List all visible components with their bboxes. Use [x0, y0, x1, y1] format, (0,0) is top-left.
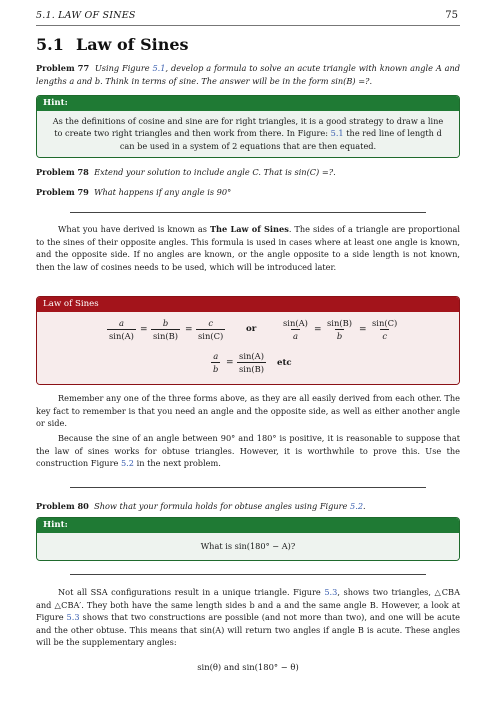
fraction-sinB-over-b — [325, 318, 354, 341]
fraction-denominator: b — [213, 364, 219, 374]
fraction-sinA-over-sinB — [237, 351, 266, 374]
fraction-denominator: c — [382, 331, 388, 341]
problem-79-label: Problem 79 — [36, 187, 89, 197]
problem-78 — [36, 166, 460, 179]
fraction-b-over-sinB — [151, 318, 180, 341]
para-3-text-b: in the next problem. — [133, 458, 221, 469]
figure-5-3-link[interactable]: 5.3 — [324, 587, 338, 597]
para-4-text-b: , shows two triangles, △CBA and △CBA′. They both have the same length sides b and a and the same angle B. However, a look at Figure — [36, 587, 460, 623]
section-heading: Law of Sines — [76, 35, 189, 54]
fraction-numerator: a — [118, 318, 124, 328]
section-title — [36, 35, 189, 54]
problem-80-text-b: . — [363, 501, 366, 511]
equals-sign: = — [314, 325, 322, 335]
fraction-numerator: b — [162, 318, 169, 328]
fraction-sinC-over-c — [370, 318, 399, 341]
running-header: 5.1. LAW OF SINES — [36, 10, 136, 21]
hint-1-body — [37, 111, 459, 157]
hint-1-text-a: As the definitions of cosine and sine are for right triangles, it is a good strategy to draw a line to create two right triangles and then work from there. In Figure: — [52, 116, 444, 139]
fraction-denominator: b — [336, 331, 343, 341]
section-number: 5.1 — [36, 35, 64, 54]
law-of-sines-box — [36, 296, 460, 385]
fraction-a-over-sinA — [107, 318, 136, 341]
supplementary-angles-equation: sin(θ) and sin(180° − θ) — [197, 662, 299, 672]
fraction-denominator: a — [292, 331, 298, 341]
problem-79-text: What happens if any angle is 90° — [94, 187, 232, 197]
equals-sign: = — [140, 325, 148, 335]
fraction-sinA-over-a — [281, 318, 310, 341]
page-number: 75 — [445, 10, 458, 21]
paragraph-remember-forms: Remember any one of the three forms above, as they are all easily derived from each other. The key fact to remember is that you need an angle and the opposite side, as well as either another angle or side. — [36, 393, 460, 429]
law-box-body — [37, 312, 459, 384]
fraction-denominator: sin(A) — [109, 331, 134, 341]
problem-77 — [36, 62, 460, 87]
fraction-c-over-sinC — [196, 318, 225, 341]
separator-rule-3 — [70, 574, 426, 575]
fraction-denominator: sin(C) — [198, 331, 224, 341]
para-1-bold: The Law of Sines — [209, 224, 289, 234]
equals-sign: = — [226, 358, 234, 368]
paragraph-law-intro — [36, 223, 460, 273]
problem-79 — [36, 186, 460, 199]
etc-label: etc — [277, 358, 292, 368]
paragraph-ssa — [36, 586, 460, 649]
hint-2-title: Hint: — [37, 518, 459, 533]
figure-5-3-link-2[interactable]: 5.3 — [66, 612, 80, 623]
separator-rule-1 — [70, 212, 426, 213]
hint-2-body: What is sin(180° − A)? — [37, 533, 459, 560]
problem-80-label: Problem 80 — [36, 501, 89, 511]
hint-1-title: Hint: — [37, 96, 459, 111]
para-1-text-a: What you have derived is known as — [58, 224, 210, 234]
figure-5-2-link[interactable]: 5.2 — [120, 458, 134, 469]
hint-box-2 — [36, 517, 460, 561]
figure-5-1-link-hint[interactable]: 5.1 — [330, 128, 344, 139]
problem-78-text: Extend your solution to include angle C. That is sin(C) =?. — [94, 167, 336, 177]
equals-sign: = — [359, 325, 367, 335]
fraction-a-over-b — [211, 351, 220, 374]
para-1-text-b: . The sides of a triangle are proportional to the sines of their opposite angles. This formula is used in cases where at least one angle is known, and the opposite side. If no angles are known, or the angle opposite to a side length is not known, then the law of cosines needs to be used, which will be introduced later. — [36, 224, 461, 272]
problem-78-label: Problem 78 — [36, 167, 89, 177]
problem-80-text-a: Show that your formula holds for obtuse angles using Figure — [94, 501, 351, 511]
hint-1-text-b: the red line of length d can be used in a system of 2 equations that are then equated. — [119, 128, 442, 151]
separator-rule-2 — [70, 487, 426, 488]
fraction-numerator: sin(A) — [239, 351, 265, 361]
fraction-numerator: c — [208, 318, 214, 328]
fraction-numerator: sin(B) — [327, 318, 353, 328]
fraction-denominator: sin(B) — [239, 364, 265, 374]
law-box-title: Law of Sines — [37, 297, 459, 312]
para-4-text-c: shows that two constructions are possible (and not more than two), and one will be acute and the other obtuse. This means that sin(A) will return two angles if angle B is acute. These angles will be the supplementary angles: — [36, 612, 460, 648]
or-connector: or — [246, 324, 257, 334]
fraction-denominator: sin(B) — [153, 331, 179, 341]
header-rule — [36, 25, 460, 26]
para-3-text-a: Because the sine of an angle between 90° and 180° is positive, it is reasonable to suppose that the law of sines works for obtuse triangles. However, it is worthwhile to prove this. Use the construction Figure — [36, 433, 460, 469]
fraction-numerator: sin(C) — [372, 318, 398, 328]
fraction-numerator: a — [213, 351, 219, 361]
problem-77-label: Problem 77 — [36, 63, 90, 73]
figure-5-1-link[interactable]: 5.1 — [152, 63, 166, 73]
para-4-text-a: Not all SSA configurations result in a unique triangle. Figure — [58, 587, 325, 597]
equals-sign: = — [185, 325, 193, 335]
paragraph-obtuse-proof — [36, 432, 460, 470]
fraction-numerator: sin(A) — [283, 318, 308, 328]
problem-80 — [36, 500, 460, 513]
figure-5-2-link-problem[interactable]: 5.2 — [350, 501, 364, 511]
problem-77-text-b: , develop a formula to solve an acute triangle with known angle A and lengths a and b. Think in terms of sine. The answer will be in the form sin(B) =?. — [36, 63, 461, 86]
problem-77-text-a: Using Figure — [94, 63, 153, 73]
hint-box-1 — [36, 95, 460, 158]
